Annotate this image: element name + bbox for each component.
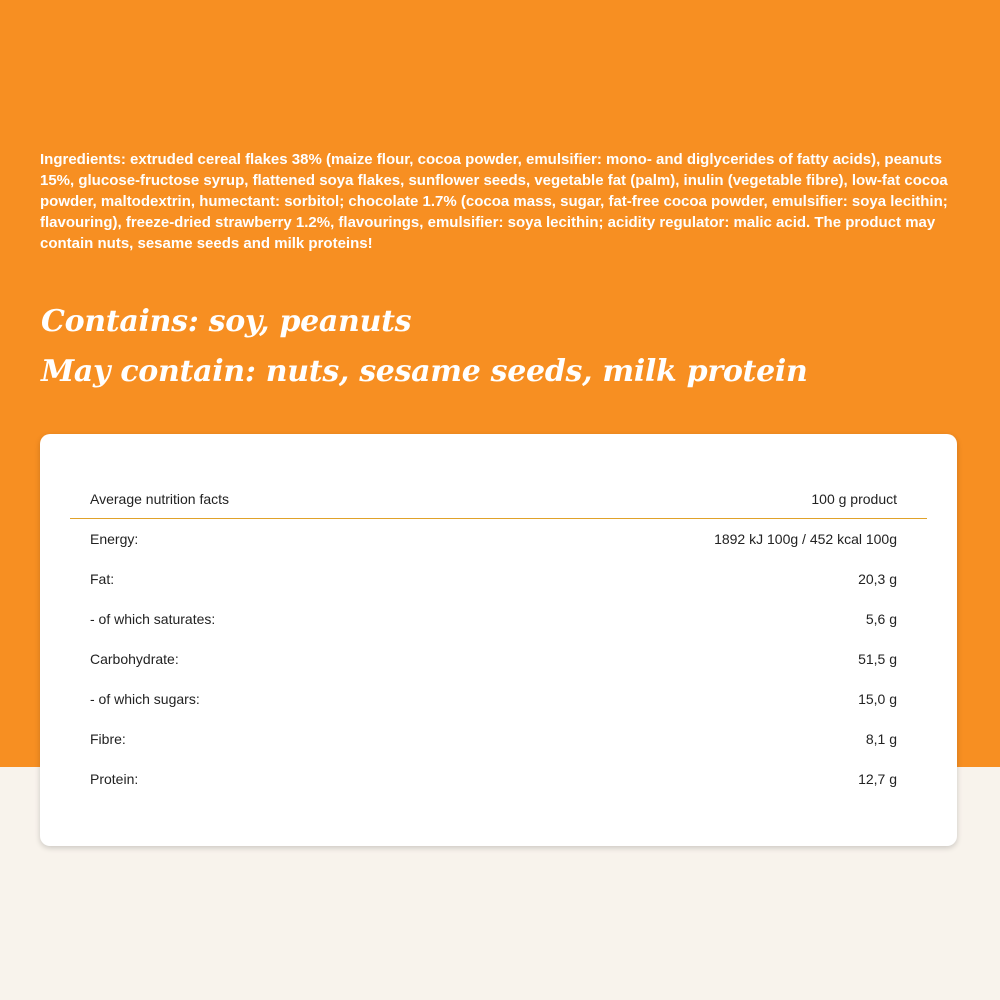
nutrition-row-carbohydrate — [70, 639, 927, 679]
nutrition-row-fat — [70, 559, 927, 599]
nutrition-row-fibre — [70, 719, 927, 759]
nutrition-row-energy — [70, 519, 927, 559]
nutrient-label: Energy: — [90, 531, 139, 547]
nutrient-label: Fat: — [90, 571, 115, 587]
nutrient-value: 1892 kJ 100g / 452 kcal 100g — [714, 531, 897, 547]
header-value: 100 g product — [811, 491, 897, 507]
nutrition-row-saturates — [70, 599, 927, 639]
nutrition-row-sugars — [70, 679, 927, 719]
nutrition-row-protein — [70, 759, 927, 799]
nutrient-value: 51,5 g — [858, 651, 897, 667]
nutrient-value: 12,7 g — [858, 771, 897, 787]
nutrient-value: 20,3 g — [858, 571, 897, 587]
header-label: Average nutrition facts — [90, 491, 230, 507]
nutrition-facts-card — [40, 434, 957, 846]
nutrition-table — [70, 480, 927, 799]
nutrient-label: Protein: — [90, 771, 139, 787]
nutrient-value: 15,0 g — [858, 691, 897, 707]
nutrition-table-header — [70, 480, 927, 519]
nutrient-label: Fibre: — [90, 731, 126, 747]
nutrient-value: 5,6 g — [865, 611, 897, 627]
nutrient-label: Carbohydrate: — [90, 651, 179, 667]
contains-allergens: Contains: soy, peanuts — [41, 304, 412, 339]
nutrient-value: 8,1 g — [865, 731, 897, 747]
nutrient-label: - of which saturates: — [90, 611, 216, 627]
ingredients-text: Ingredients: extruded cereal flakes 38% (maize flour, cocoa powder, emulsifier: mono- and diglycerides of fatty acids), peanuts 15%, glucose-fructose syrup, flattened soya flakes, sunflower seeds, vegetable fat (palm), inulin (vegetable fibre), low-fat cocoa powder, maltodextrin, humectant: sorbitol; chocolate 1.7% (cocoa mass, sugar, fat-free cocoa powder, emulsifier: soya lecithin; flavouring), freeze-dried strawberry 1.2%, flavourings, emulsifier: soya lecithin; acidity regulator: malic acid. The product may contain nuts, sesame seeds and milk proteins! — [40, 151, 948, 252]
nutrient-label: - of which sugars: — [90, 691, 200, 707]
may-contain-allergens: May contain: nuts, sesame seeds, milk protein — [41, 354, 808, 389]
